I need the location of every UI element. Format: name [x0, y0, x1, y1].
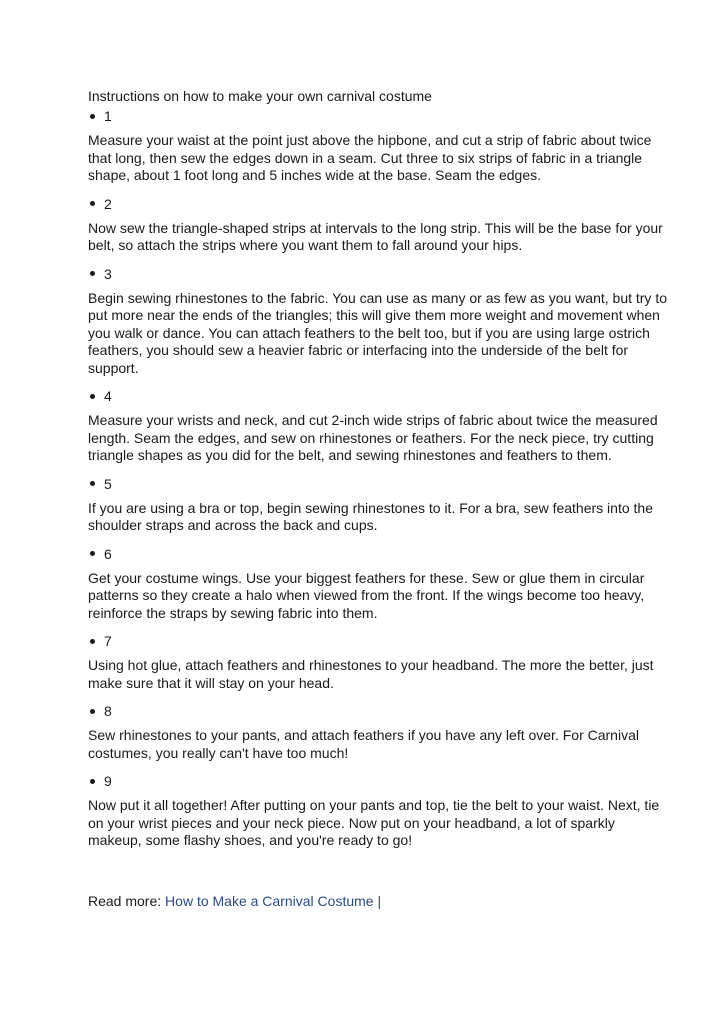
read-more-label: Read more: [88, 892, 162, 909]
step-marker [88, 632, 668, 650]
read-more-link[interactable]: How to Make a Carnival Costume | [165, 892, 382, 909]
bullet-icon [90, 201, 95, 206]
step-text: Begin sewing rhinestones to the fabric. You can use as many or as few as you want, but try to put more near the ends of the triangles; this will give them more weight and movement when you walk or dance. You can attach feathers to the belt too, but if you are using large ostrich feathers, you should sew a heavier fabric or interfacing into the underside of the belt for support. [88, 289, 667, 376]
step-text: Now put it all together! After putting on your pants and top, tie the belt to your waist. Next, tie on your wrist pieces and your neck piece. Now put on your headband, a lot of sparkly makeup, some flashy shoes, and you're ready to go! [88, 797, 660, 848]
step-text: Using hot glue, attach feathers and rhinestones to your headband. The more the better, just make sure that it will stay on your head. [88, 657, 654, 691]
bullet-icon [90, 114, 95, 119]
step-marker [88, 702, 668, 720]
step-6 [88, 545, 668, 623]
step-marker [88, 545, 668, 563]
step-number: 4 [104, 388, 112, 404]
step-text: Measure your waist at the point just above the hipbone, and cut a strip of fabric about twice that long, then sew the edges down in a seam. Cut three to six strips of fabric in a triangle shape, about 1 foot long and 5 inches wide at the base. Seam the edges. [88, 132, 652, 183]
steps-list [88, 107, 668, 850]
step-number: 1 [104, 108, 112, 124]
step-number: 8 [104, 703, 112, 719]
step-text: Get your costume wings. Use your biggest feathers for these. Sew or glue them in circular patterns so they create a halo when viewed from the front. If the wings become too heavy, reinforce the straps by sewing fabric into them. [88, 569, 645, 621]
step-number: 7 [104, 633, 112, 649]
step-number: 5 [104, 475, 112, 492]
step-marker [88, 475, 668, 493]
step-text: Measure your wrists and neck, and cut 2-inch wide strips of fabric about twice the measured length. Seam the edges, and sew on rhinestones or feathers. For the neck piece, try cutting triangle shapes as you did for the belt, and sewing rhinestones and feathers to them. [88, 412, 658, 463]
step-3 [88, 265, 668, 378]
bullet-icon [90, 394, 95, 399]
bullet-icon [90, 709, 95, 714]
step-number: 3 [104, 265, 112, 282]
step-marker [88, 265, 668, 283]
step-2 [88, 195, 668, 255]
step-9 [88, 772, 668, 850]
step-7 [88, 632, 668, 692]
step-text: Sew rhinestones to your pants, and attach feathers if you have any left over. For Carnival costumes, you really can't have too much! [88, 727, 639, 761]
page-title: Instructions on how to make your own carnival costume [88, 88, 432, 104]
step-text: Now sew the triangle-shaped strips at intervals to the long strip. This will be the base for your belt, so attach the strips where you want them to fall around your hips. [88, 219, 663, 253]
bullet-icon [90, 271, 95, 276]
step-marker [88, 107, 668, 125]
step-8 [88, 702, 668, 762]
step-4 [88, 387, 668, 465]
step-marker [88, 387, 668, 405]
bullet-icon [90, 639, 95, 644]
step-marker [88, 772, 668, 790]
bullet-icon [90, 551, 95, 556]
step-text: If you are using a bra or top, begin sewing rhinestones to it. For a bra, sew feathers into the shoulder straps and across the back and cups. [88, 499, 653, 533]
bullet-icon [90, 779, 95, 784]
bullet-icon [90, 481, 95, 486]
step-1 [88, 107, 668, 185]
step-number: 2 [104, 195, 112, 212]
step-5 [88, 475, 668, 535]
step-number: 9 [104, 773, 112, 789]
read-more [88, 892, 668, 910]
step-marker [88, 195, 668, 213]
step-number: 6 [104, 545, 112, 562]
